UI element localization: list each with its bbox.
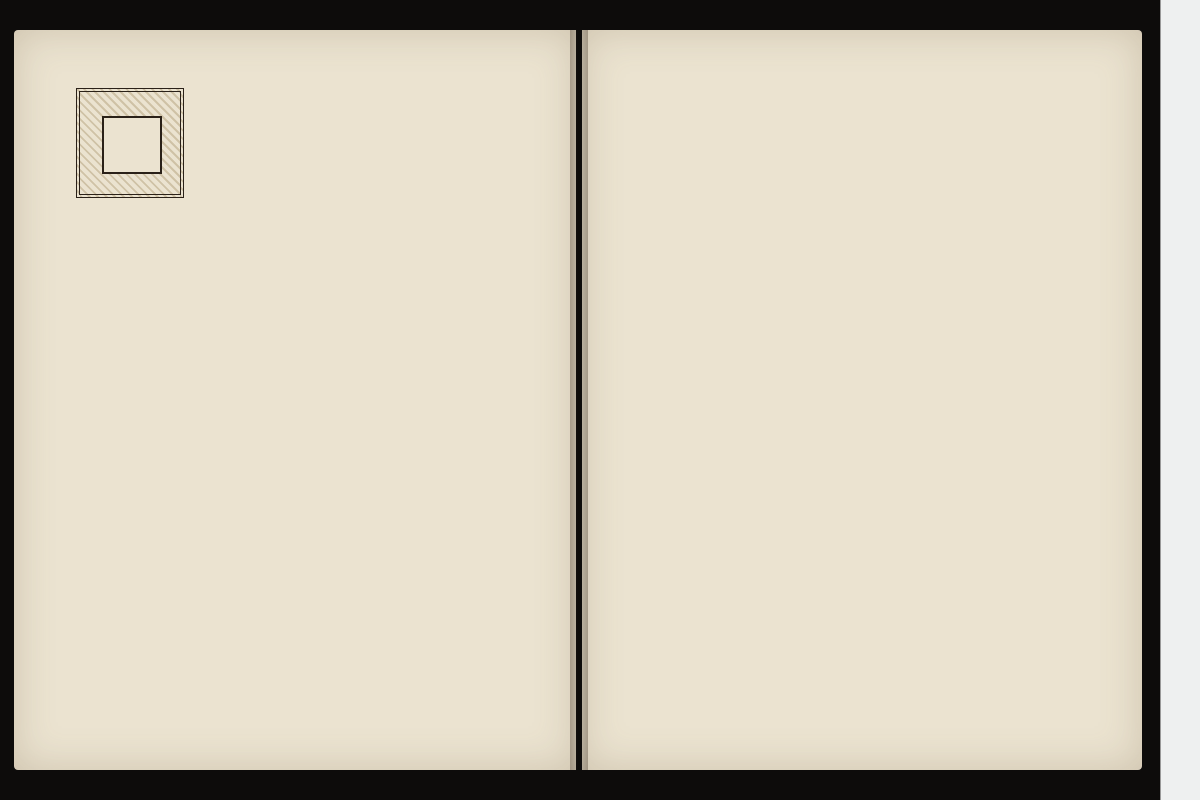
right-page [582, 30, 1142, 770]
measurement-ruler [1160, 0, 1200, 800]
decorated-initial [76, 88, 184, 198]
initial-letter [102, 116, 162, 174]
book-gutter [570, 30, 588, 770]
